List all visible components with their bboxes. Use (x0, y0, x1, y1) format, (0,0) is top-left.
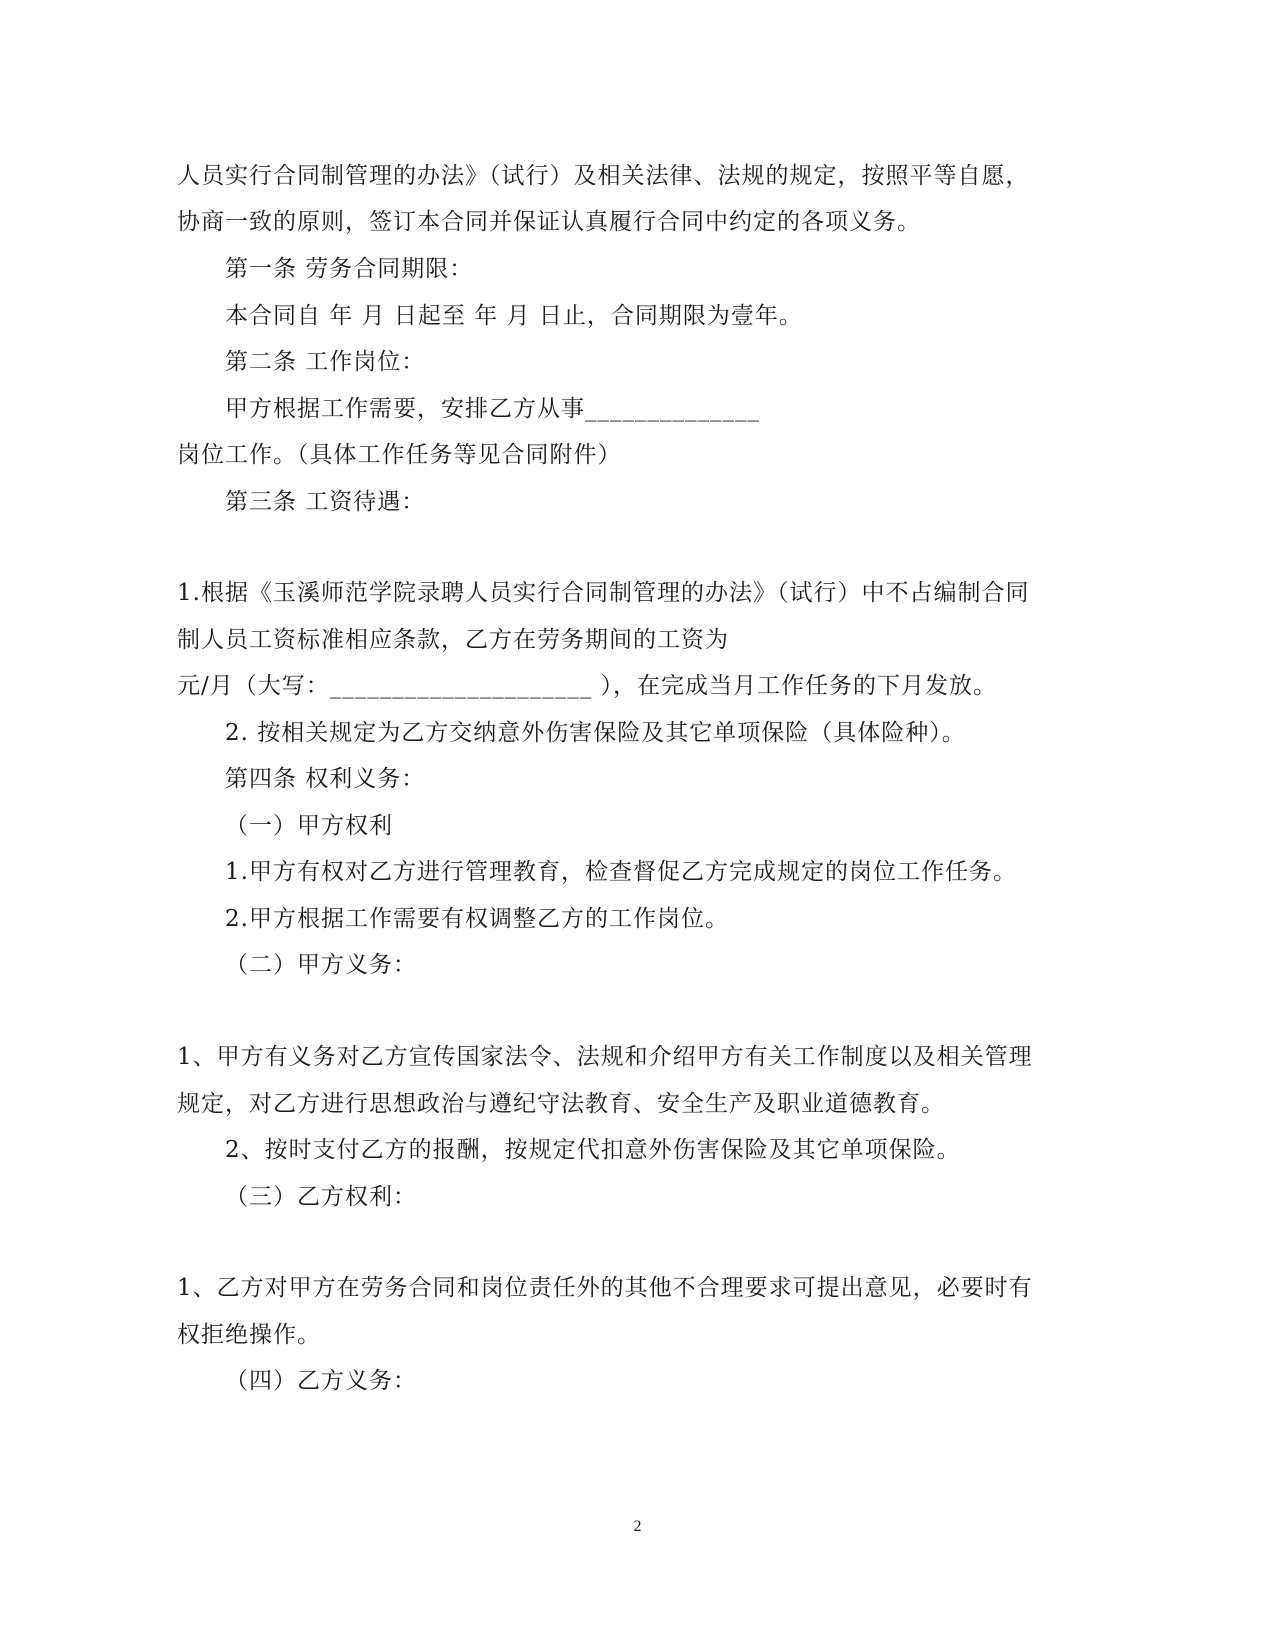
paragraph-line: 协商一致的原则，签订本合同并保证认真履行合同中约定的各项义务。 (177, 209, 921, 235)
paragraph-line: 规定，对乙方进行思想政治与遵纪守法教育、安全生产及职业道德教育。 (177, 1091, 945, 1117)
paragraph-line: 本合同自 年 月 日起至 年 月 日止，合同期限为壹年。 (225, 303, 803, 329)
paragraph-line: 1、乙方对甲方在劳务合同和岗位责任外的其他不合理要求可提出意见，必要时有 (177, 1275, 1033, 1301)
paragraph-line: 元/月（大写：_____________________ ），在完成当月工作任务的下月发放。 (177, 673, 998, 699)
article-heading: 第一条 劳务合同期限： (225, 256, 474, 282)
article-heading: 第四条 权利义务： (225, 766, 426, 792)
section-heading: （二）甲方义务： (225, 952, 417, 978)
paragraph-line: 人员实行合同制管理的办法》（试行）及相关法律、法规的规定，按照平等自愿， (177, 163, 1030, 189)
page-number: 2 (633, 1518, 642, 1535)
section-heading: （一）甲方权利 (225, 813, 393, 839)
section-heading: （四）乙方义务： (225, 1368, 417, 1394)
paragraph-line: 甲方根据工作需要，安排乙方从事______________ (225, 396, 760, 422)
article-heading: 第三条 工资待遇： (225, 489, 426, 515)
paragraph-line: 2. 按相关规定为乙方交纳意外伤害保险及其它单项保险（具体险种）。 (225, 720, 966, 746)
section-heading: （三）乙方权利： (225, 1184, 417, 1210)
paragraph-line: 2、按时支付乙方的报酬，按规定代扣意外伤害保险及其它单项保险。 (225, 1137, 961, 1163)
paragraph-line: 1.甲方有权对乙方进行管理教育，检查督促乙方完成规定的岗位工作任务。 (225, 859, 1017, 885)
paragraph-line: 权拒绝操作。 (177, 1322, 321, 1348)
paragraph-line: 1、甲方有义务对乙方宣传国家法令、法规和介绍甲方有关工作制度以及相关管理 (177, 1044, 1033, 1070)
paragraph-line: 制人员工资标准相应条款，乙方在劳务期间的工资为 (177, 627, 729, 653)
paragraph-line: 岗位工作。（具体工作任务等见合同附件） (177, 442, 622, 468)
article-heading: 第二条 工作岗位： (225, 349, 426, 375)
paragraph-line: 1.根据《玉溪师范学院录聘人员实行合同制管理的办法》（试行）中不占编制合同 (177, 580, 1030, 606)
paragraph-line: 2.甲方根据工作需要有权调整乙方的工作岗位。 (225, 906, 729, 932)
